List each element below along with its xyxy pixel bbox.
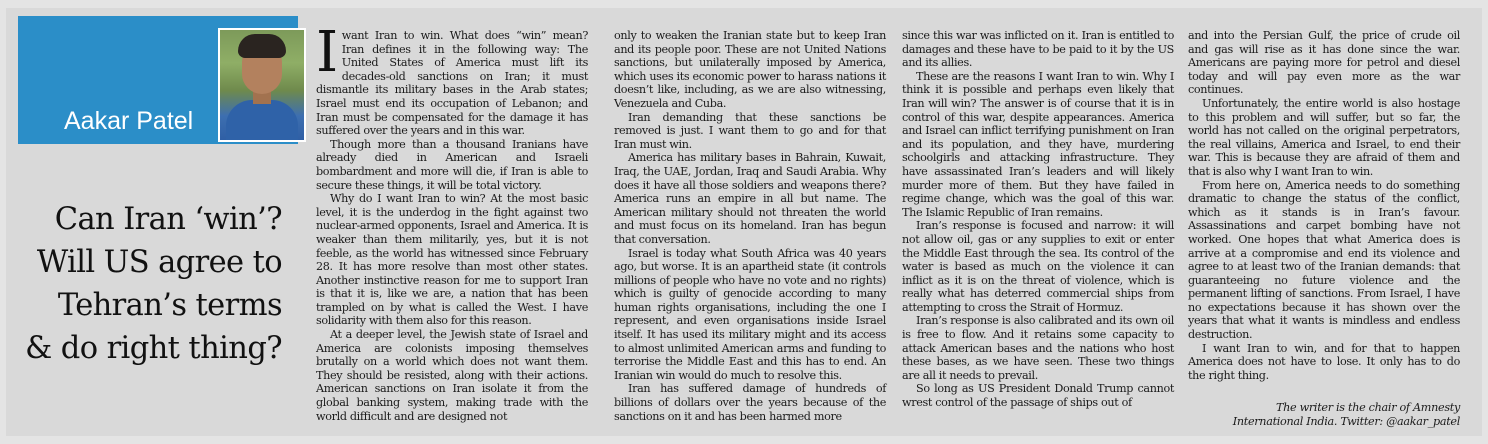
paragraph: At a deeper level, the Jewish state of Israel and America are colonists imposing themselves brutally on a world which does not want them. They should be resisted, along with their actions. American sanctions on Iran isolate it from the global banking system, making trade with the world difficult and are designed not <box>316 328 588 423</box>
credit-line: The writer is the chair of Amnesty <box>1275 401 1460 414</box>
paragraph: Though more than a thousand Iranians have already died in American and Israeli bombardment and more will die, if Iran is able to secure these things, it will be total victory. <box>316 137 588 192</box>
paragraph: From here on, America needs to do something dramatic to change the status of the conflict, which as it stands is in Iran’s favour. Assassinations and carpet bombing have not worked. One hopes that what America does is arrive at a compromise and end its violence and agree to at least two of the Iranian demands: that guaranteeing no future violence and the permanent lifting of sanctions. From Israel, I have no expectations because it has shown over the years that what it wants is mindless and endless destruction. <box>1188 178 1460 342</box>
paragraph: want Iran to win. What does “win” mean? Iran defines it in the following way: The United States of America must lift its decades-old sanctions on Iran; it must dismantle its military bases in the Arab states; Israel must end its occupation of Lebanon; and Iran must be compensated for the damage it has suffered over the years and in this war. <box>316 29 588 138</box>
newspaper-page <box>6 8 1482 436</box>
paragraph: Unfortunately, the entire world is also hostage to this problem and will suffer, but so far, the world has not called on the original perpetrators, the real villains, America and Israel, to end their war. This is because they are afraid of them and that is also why I want Iran to win. <box>1188 96 1460 178</box>
headline <box>2 198 282 370</box>
drop-cap: I <box>316 20 338 85</box>
article-column-2 <box>614 29 886 423</box>
paragraph: Iran has suffered damage of hundreds of billions of dollars over the years because of the sanctions on it and has been harmed more <box>614 382 886 423</box>
headline-line: Can Iran ‘win’? <box>54 202 282 237</box>
author-photo <box>218 28 306 142</box>
paragraph: Why do I want Iran to win? At the most basic level, it is the underdog in the fight against two nuclear-armed opponents, Israel and America. It is weaker than them militarily, yes, but it is not feeble, as the world has witnessed since February 28. It has more resolve than most other states. Another instinctive reason for me to support Iran is that it is, like we are, a nation that has been trampled on by what is called the West. I have solidarity with them also for this reason. <box>316 192 588 328</box>
paragraph: Israel is today what South Africa was 40 years ago, but worse. It is an apartheid state (it controls millions of people who have no vote and no rights) which is guilty of genocide according to many human rights organisations, including the one I represent, and even organisations inside Israel itself. It has used its military might and its access to almost unlimited American arms and funding to terrorise the Middle East and this has to end. An Iranian win would do much to resolve this. <box>614 246 886 382</box>
credit-line: International India. Twitter: @aakar_patel <box>1232 414 1460 428</box>
headline-line: Will US agree to <box>36 245 282 280</box>
paragraph: Iran demanding that these sanctions be removed is just. I want them to go and for that Iran must win. <box>614 110 886 151</box>
paragraph: So long as US President Donald Trump cannot wrest control of the passage of ships out of <box>902 382 1174 410</box>
paragraph: Iran’s response is also calibrated and its own oil is free to flow. And it retains some capacity to attack American bases and the nations who host these bases, as we have seen. These two things are all it needs to prevail. <box>902 314 1174 382</box>
author-box <box>18 16 298 144</box>
article-column-1 <box>316 20 588 423</box>
paragraph: America has military bases in Bahrain, Kuwait, Iraq, the UAE, Jordan, Iraq and Saudi Arabia. Why does it have all those soldiers and weapons there? America runs an empire in all but name. The American military should not threaten the world and must focus on its homeland. Iran has begun that conversation. <box>614 151 886 246</box>
paragraph: I want Iran to win, and for that to happen America does not have to lose. It only has to do the right thing. <box>1188 341 1460 382</box>
headline-line: & do right thing? <box>25 331 282 366</box>
paragraph: and into the Persian Gulf, the price of crude oil and gas will rise as it has done since the war. Americans are paying more for petrol and diesel today and will pay even more as the war continues. <box>1188 29 1460 97</box>
author-credit <box>1188 401 1460 428</box>
paragraph: since this war was inflicted on it. Iran is entitled to damages and these have to be paid to it by the US and its allies. <box>902 29 1174 70</box>
paragraph: These are the reasons I want Iran to win. Why I think it is possible and perhaps even likely that Iran will win? The answer is of course that it is in control of this war, despite appearances. America and Israel can inflict terrifying punishment on Iran and its population, and they have, murdering schoolgirls and attacking infrastructure. They have assassinated Iran’s leaders and will likely murder more of them. But they have failed in regime change, which was the goal of this war. The Islamic Republic of Iran remains. <box>902 69 1174 219</box>
paragraph: only to weaken the Iranian state but to keep Iran and its people poor. These are not United Nations sanctions, but unilaterally imposed by America, which uses its economic power to harass nations it doesn’t like, including, as we are also witnessing, Venezuela and Cuba. <box>614 29 886 110</box>
headline-line: Tehran’s terms <box>57 288 282 323</box>
paragraph: Iran’s response is focused and narrow: it will not allow oil, gas or any supplies to exit or enter the Middle East through the sea. Its control of the water is based as much on the violence it can inflict as it is on the threat of violence, which is really what has deterred commercial ships from attempting to cross the Strait of Hormuz. <box>902 219 1174 314</box>
article-column-4 <box>1188 29 1460 382</box>
article-column-3 <box>902 29 1174 410</box>
author-name: Aakar Patel <box>64 107 194 135</box>
